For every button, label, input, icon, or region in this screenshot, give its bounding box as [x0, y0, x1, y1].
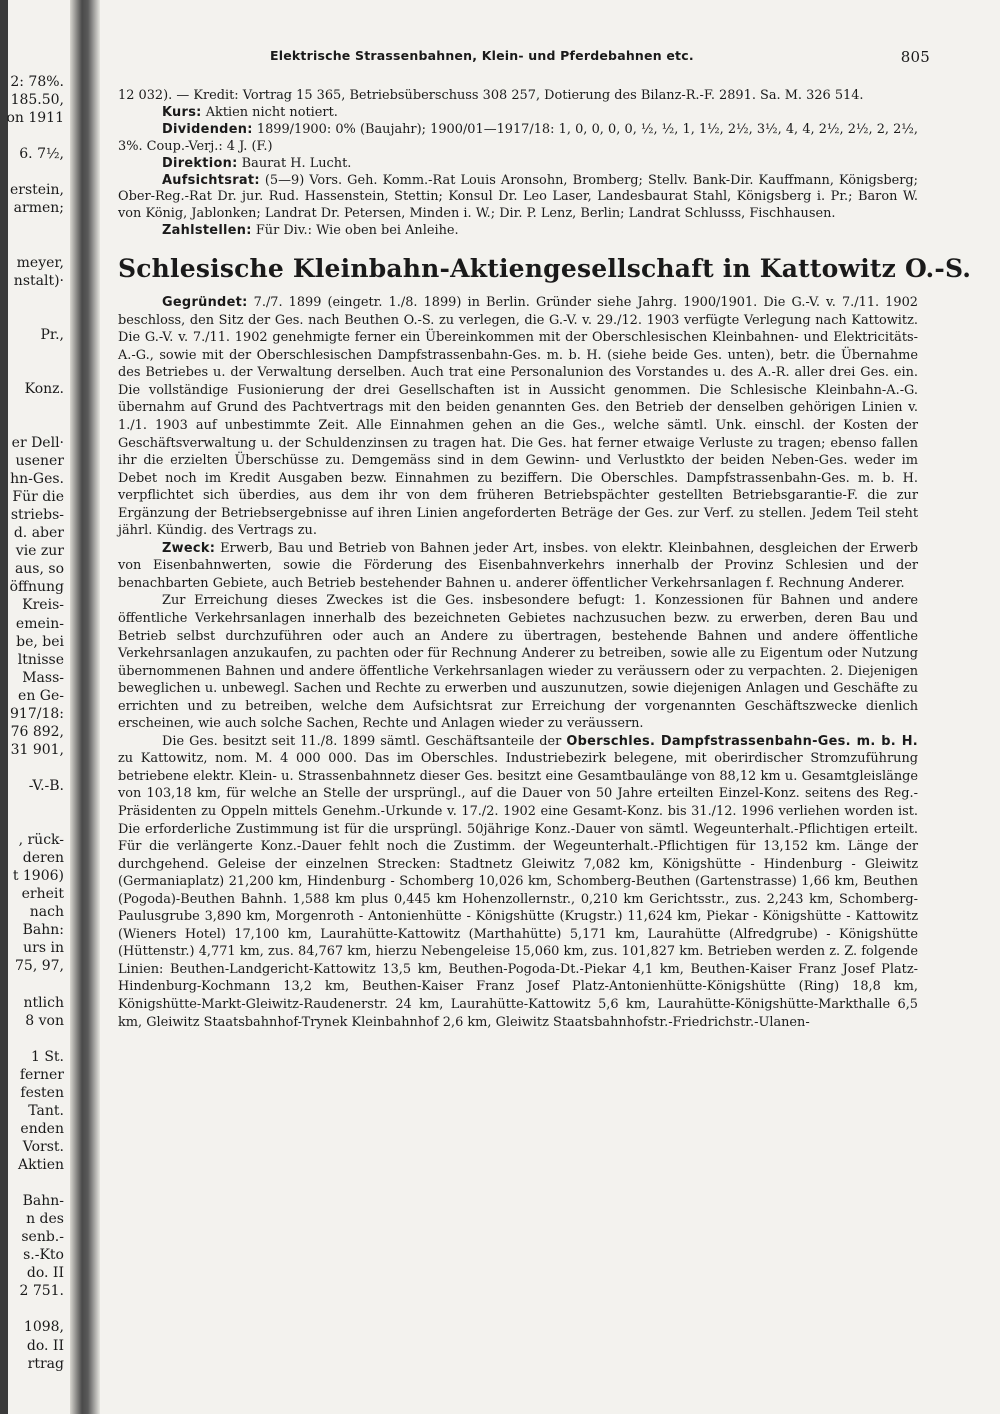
left-fragment-line: on 1911	[6, 110, 64, 127]
left-fragment-line: do. II	[26, 1337, 64, 1354]
running-title: Elektrische Strassenbahnen, Klein- und Pferdebahnen etc.	[270, 48, 694, 63]
left-fragment-line: festen	[20, 1084, 64, 1101]
left-fragment-line: Mass-	[22, 669, 64, 686]
left-fragment-line: 75, 97,	[15, 958, 64, 975]
left-fragment-line: deren	[22, 850, 64, 867]
zweck-section: Zweck: Erwerb, Bau und Betrieb von Bahnen jeder Art, insbes. von elektr. Kleinbahnen, desgleichen der Erwerb von Eisenbahnwerten, sowie die Förderung des Eisenbahnverkehrs innerhalb der Provinz Schlesien und der benachbarten Gebiete, auch Betrieb bestehender Bahnen u. anderer öffentlicher Verkehrsanlagen f. Rechnung Anderer.	[118, 540, 918, 591]
zahlstellen-section: Zahlstellen: Für Div.: Wie oben bei Anleihe.	[162, 223, 459, 239]
left-fragment-line: 6. 7½,	[19, 146, 64, 163]
left-fragment-line: d. aber	[13, 525, 64, 542]
left-fragment-line: ltnisse	[17, 651, 64, 668]
left-fragment-line: er Dell·	[11, 435, 64, 451]
left-fragment-line: t 1906)	[12, 868, 64, 885]
left-fragment-line: Pr.,	[40, 326, 64, 343]
left-fragment-line: enden	[20, 1120, 64, 1137]
left-fragment-line: rtrag	[27, 1355, 64, 1372]
left-fragment-line: Bahn-	[22, 1193, 64, 1210]
book-binding	[70, 0, 100, 1414]
left-fragment-line: nach	[29, 904, 64, 921]
besitz-paragraph: Die Ges. besitzt seit 11./8. 1899 sämtl. Geschäftsanteile der Oberschles. Dampfstrassenbahn-Ges. m. b. H. zu Kattowitz, nom. M. 4 000 000. Das im Oberschles. Industriebezirk belegene, mit oberirdischer Stromzuführung betriebene elektr. Klein- u. Strassenbahnnetz dieser Ges. besitzt eine Gesamtbaulänge von 88,12 km u. Gesamtgleislänge von 103,18 km, für welche an Stelle der ursprüngl., auf die Dauer von 50 Jahre erteilten Einzel-Konz. seitens des Reg.-Präsidenten zu Oppeln mittels Genehm.-Urkunde v. 17./2. 1902 eine Gesamt-Konz. bis 31./12. 1996 verliehen worden ist. Die erforderliche Zustimmung ist für die ursprüngl. 50jährige Konz.-Dauer von sämtl. Wegeunterhalt.-Pflichtigen erteilt. Für die verlängerte Konz.-Dauer fehlt noch die Zustimm. der Wegeunterhalt.-Pflichtigen für 13,152 km. Länge der durchgehend. Geleise der einzelnen Strecken: Stadtnetz Gleiwitz 7,082 km, Königshütte - Hindenburg - Gleiwitz (Germaniaplatz) 21,200 km, Hindenburg - Schomberg 10,026 km, Schomberg-Beuthen (Gartenstrasse) 1,66 km, Beuthen (Pogoda)-Beuthen Bahnh. 1,588 km plus 0,445 km Hohenzollernstr., 0,210 km Gerichtsstr., zus. 2,243 km, Schomberg-Paulusgrube 3,890 km, Morgenroth - Antonienhütte - Königshütte (Krugstr.) 11,624 km, Piekar - Königshütte - Kattowitz (Wieners Hotel) 17,100 km, Laurahütte-Kattowitz (Marthahütte) 5,171 km, Laurahütte (Alfredgrube) - Königshütte (Hüttenstr.) 4,771 km, zus. 84,767 km, hierzu Nebengeleise 15,060 km, zus. 101,827 km. Betrieben werden z. Z. folgende Linien: Beuthen-Landgericht-Kattowitz 13,5 km, Beuthen-Pogoda-Dt.-Piekar 4,1 km, Beuthen-Kaiser Franz Josef Platz-Hindenburg-Kochmann 13,2 km, Beuthen-Kaiser Franz Josef Platz-Antonienhütte-Königshütte (Ring) 18,8 km, Königshütte-Markt-Gleiwitz-Raudenerstr. 24 km, Laurahütte-Kattowitz 5,6 km, Laurahütte-Königshütte-Markthalle 6,5 km, Gleiwitz Staatsbahnhof-Trynek Kleinbahnhof 2,6 km, Gleiwitz Staatsbahnhofstr.-Friedrichstr.-Ulanen-	[118, 733, 918, 1030]
left-fragment-line: ntlich	[23, 994, 64, 1011]
left-fragment-line: urs in	[23, 940, 64, 957]
left-fragment-line: nstalt)·	[13, 272, 64, 289]
left-fragment-line: armen;	[13, 200, 64, 217]
left-fragment-line: Vorst.	[22, 1138, 64, 1155]
left-fragment-line: erstein,	[9, 182, 64, 199]
dividenden-section: Dividenden: 1899/1900: 0% (Baujahr); 1900/01—1917/18: 1, 0, 0, 0, 0, ½, ½, 1, 1½, 2½, 3½, 4, 4, 2½, 2½, 2, 2½, 3%. Coup.-Verj.: 4 J. (F.)	[118, 121, 918, 154]
left-page-fragment	[0, 0, 68, 1414]
left-fragment-line: -V.-B.	[28, 777, 64, 794]
left-fragment-line: Kreis-	[22, 597, 64, 614]
left-fragment-line: Tant.	[28, 1102, 64, 1119]
left-fragment-line: 31 901,	[10, 741, 64, 758]
erreichung-paragraph: Zur Erreichung dieses Zweckes ist die Ges. insbesondere befugt: 1. Konzessionen für Bahnen und andere öffentliche Verkehrsanlagen innerhalb des bezeichneten Gebietes nachzusuchen bezw. zu erwerben, deren Bau und Betrieb selbst durchzuführen oder auch an Andere zu übertragen, bestehende Bahnen und andere öffentliche Verkehrsanlagen anzukaufen, zu pachten oder für Rechnung Anderer zu betreiben, sowie alle zu Eigentum oder Nutzung übernommenen Bahnen und andere öffentliche Verkehrsanlagen wieder zu veräussern oder zu verpachten. 2. Diejenigen beweglichen u. unbewegl. Sachen und Rechte zu erwerben und auszunutzen, sowie diejenigen Anlagen und Geschäfte zu errichten und zu betreiben, welche dem Aufsichtsrat zur Erreichung der vorgenannten Geschäftszwecke dienlich erscheinen, wie auch solche Sachen, Rechte und Anlagen wieder zu veräussern.	[118, 593, 918, 732]
aufsichtsrat-section: Aufsichtsrat: (5—9) Vors. Geh. Komm.-Rat Louis Aronsohn, Bromberg; Stellv. Bank-Dir. Kauffmann, Königsberg; Ober-Reg.-Rat Dr. jur. Rud. Hassenstein, Stettin; Konsul Dr. Leo Laser, Landesbaurat Stahl, Königsberg i. Pr.; Baron W. von König, Jablonken; Landrat Dr. Petersen, Minden i. W.; Dir. P. Lenz, Berlin; Landrat Schlusss, Fischhausen.	[118, 172, 918, 222]
left-fragment-line: be, bei	[16, 633, 64, 650]
kurs-section: Kurs: Aktien nicht notiert.	[162, 104, 338, 120]
left-fragment-line: Konz.	[24, 380, 64, 397]
company-title: Schlesische Kleinbahn-Aktiengesellschaft in Kattowitz O.-S.	[118, 254, 972, 284]
left-fragment-line: öffnung	[9, 579, 64, 596]
left-fragment-line: ferner	[19, 1066, 64, 1083]
left-fragment-line: meyer,	[16, 254, 64, 271]
left-fragment-line: vie zur	[15, 543, 64, 560]
left-fragment-line: s.-Kto	[23, 1247, 64, 1264]
left-fragment-line: Für die	[12, 489, 64, 506]
left-fragment-line: emein-	[15, 615, 64, 632]
left-fragment-line: n des	[26, 1211, 64, 1228]
gegruendet-section: Gegründet: 7./7. 1899 (eingetr. 1./8. 1899) in Berlin. Gründer siehe Jahrg. 1900/1901. Die G.-V. v. 7./11. 1902 beschloss, den Sitz der Ges. nach Beuthen O.-S. zu verlegen, die G.-V. v. 29./12. 1903 verfügte Verlegung nach Kattowitz. Die G.-V. v. 7./11. 1902 genehmigte ferner ein Übereinkommen mit der Oberschlesischen Kleinbahnen- und Elektricitäts-A.-G., sowie mit der Oberschlesischen Dampfstrassenbahn-Ges. m. b. H. (siehe beide Ges. unten), betr. die Übernahme des Betriebes u. der Verwaltung derselben. Auch trat eine Personalunion des Vorstandes u. des A.-R. aller drei Ges. ein. Die vollständige Fusionierung der drei Gesellschaften ist in Aussicht genommen. Die Schlesische Kleinbahn-A.-G. übernahm auf Grund des Pachtvertrags mit den beiden genannten Ges. den Betrieb der denselben gehörigen Linien v. 1./1. 1903 auf unbestimmte Zeit. Alle Einnahmen gehen an die Ges., welche sämtl. Unk. einschl. der Kosten der Geschäftsverwaltung u. der Schuldenzinsen zu tragen hat. Die Ges. hat ferner etwaige Verluste zu tragen; ebenso fallen ihr die erzielten Überschüsse zu. Demgemäss sind in dem Gewinn- und Verlustkto der beiden Neben-Ges. weder im Debet noch im Kredit Ausgaben bezw. Einnahmen zu beziffern. Die Oberschles. Dampfstrassenbahn-Ges. m. b. H. verpflichtet sich überdies, aus dem ihr von dem früheren Betriebspächter gestellten Betriebsgarantie-F. die zur Ergänzung der Betriebsergebnisse auf ihren Linien angeforderten Beträge der Ges. zur Verf. zu stellen. Jedem Teil steht jährl. Kündig. des Vertrags zu.	[118, 295, 918, 539]
left-fragment-line: Bahn:	[22, 922, 64, 939]
left-fragment-line: 2: 78%.	[10, 74, 64, 90]
left-fragment-line: 2 751.	[19, 1283, 64, 1300]
left-fragment-line: 185.50,	[10, 92, 64, 109]
direktion-section: Direktion: Baurat H. Lucht.	[162, 155, 352, 171]
running-header	[270, 48, 930, 66]
left-fragment-line: 8 von	[25, 1012, 64, 1029]
left-fragment-line: Aktien	[18, 1157, 64, 1173]
previous-entry	[118, 88, 918, 240]
kredit-line: 12 032). — Kredit: Vortrag 15 365, Betriebsüberschuss 308 257, Dotierung des Bilanz-R.-F. 2891. Sa. M. 326 514.	[118, 88, 864, 103]
left-fragment-line: usener	[15, 453, 64, 470]
left-fragment-line: en Ge-	[18, 687, 64, 704]
left-fragment-line: erheit	[21, 886, 64, 903]
main-column	[118, 88, 972, 1031]
page-number: 805	[900, 48, 930, 66]
left-fragment-line: do. II	[26, 1265, 64, 1282]
left-fragment-line: 1 St.	[30, 1048, 64, 1065]
left-fragment-line: , rück-	[18, 832, 64, 849]
left-fragment-line: hn-Ges.	[10, 471, 64, 488]
left-fragment-line: 1098,	[23, 1319, 64, 1336]
left-fragment-line: striebs-	[10, 507, 64, 524]
left-fragment-line: 76 892,	[10, 723, 64, 740]
left-fragment-line: aus, so	[14, 561, 64, 578]
left-fragment-line: senb.-	[21, 1229, 64, 1246]
left-fragment-line: 917/18:	[10, 705, 64, 722]
